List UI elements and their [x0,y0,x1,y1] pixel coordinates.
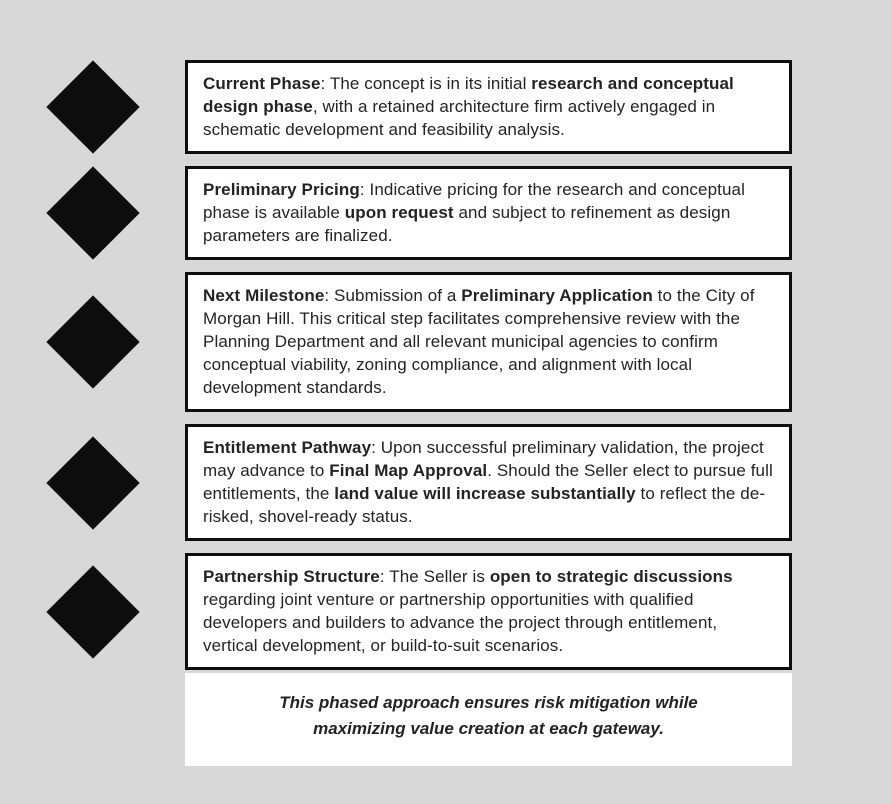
phase-row-next-milestone [0,272,891,412]
black-diamond-icon [46,565,139,658]
phase-row-current-phase [0,60,891,154]
phase-box-current-phase: Current Phase: The concept is in its initial research and conceptual design phase, with a retained architecture firm actively engaged in schematic development and feasibility analysis. [185,60,792,154]
phase-row-entitlement-pathway [0,424,891,541]
footer-summary-band [185,673,792,766]
marker-cell [0,450,185,516]
footer-summary-line-1: This phased approach ensures risk mitigation while [279,693,698,712]
marker-cell [0,74,185,140]
marker-cell [0,180,185,246]
phase-row-partnership-structure [0,553,891,670]
black-diamond-icon [46,60,139,153]
black-diamond-icon [46,436,139,529]
footer-summary-line-2: maximizing value creation at each gateway. [313,719,664,738]
phase-box-entitlement-pathway: Entitlement Pathway: Upon successful preliminary validation, the project may advance to Final Map Approval. Should the Seller elect to pursue full entitlements, the land value will increase substantially to reflect the de-risked, shovel-ready status. [185,424,792,541]
phase-row-preliminary-pricing [0,166,891,260]
phase-box-preliminary-pricing: Preliminary Pricing: Indicative pricing for the research and conceptual phase is available upon request and subject to refinement as design parameters are finalized. [185,166,792,260]
phase-box-partnership-structure: Partnership Structure: The Seller is open to strategic discussions regarding joint venture or partnership opportunities with qualified developers and builders to advance the project through entitlement, vertical development, or build-to-suit scenarios. [185,553,792,670]
black-diamond-icon [46,295,139,388]
marker-cell [0,579,185,645]
black-diamond-icon [46,166,139,259]
marker-cell [0,309,185,375]
phase-box-next-milestone: Next Milestone: Submission of a Preliminary Application to the City of Morgan Hill. This critical step facilitates comprehensive review with the Planning Department and all relevant municipal agencies to confirm conceptual viability, zoning compliance, and alignment with local development standards. [185,272,792,412]
